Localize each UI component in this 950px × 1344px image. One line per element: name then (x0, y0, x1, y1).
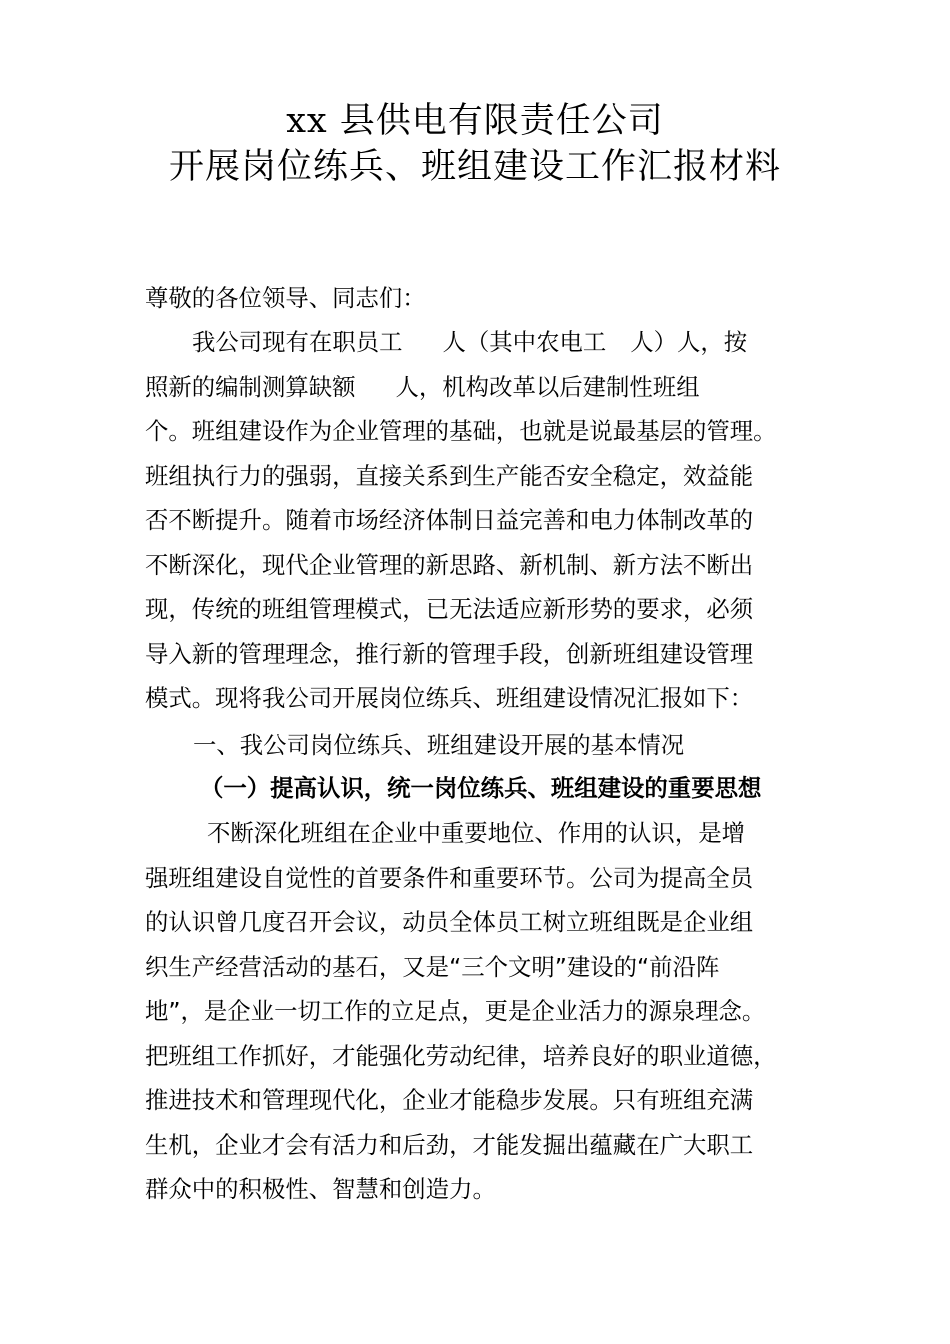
paragraph-line: 群众中的积极性、智慧和创造力。 (145, 1175, 496, 1203)
paragraph-line: 生机，企业才会有活力和后劲，才能发掘出蕴藏在广大职工 (145, 1130, 754, 1159)
paragraph-line: 导入新的管理理念，推行新的管理手段，创新班组建设管理 (145, 639, 754, 668)
paragraph-line: 班组执行力的强弱，直接关系到生产能否安全稳定，效益能 (145, 461, 754, 490)
section-heading-1: 一、我公司岗位练兵、班组建设开展的基本情况 (193, 731, 685, 759)
paragraph-line: 推进技术和管理现代化，企业才能稳步发展。只有班组充满 (145, 1086, 754, 1114)
paragraph-line: 模式。现将我公司开展岗位练兵、班组建设情况汇报如下： (145, 684, 754, 712)
paragraph-intro (145, 320, 813, 721)
subsection-heading-1: （一）提高认识，统一岗位练兵、班组建设的重要思想 (200, 774, 762, 802)
text-segment: 照新的编制测算缺额 (145, 372, 356, 401)
paragraph-line: 不断深化班组在企业中重要地位、作用的认识，是增 (207, 819, 745, 847)
paragraph-line: 把班组工作抓好，才能强化劳动纪律，培养良好的职业道德， (145, 1041, 777, 1070)
paragraph-line: 个。班组建设作为企业管理的基础，也就是说最基层的管理。 (145, 417, 777, 445)
text-segment: 人，机构改革以后建制性班组 (395, 372, 700, 401)
document-title-line1: xx 县供电有限责任公司 (286, 101, 664, 141)
paragraph-line: 强班组建设自觉性的首要条件和重要环节。公司为提高全员 (145, 863, 754, 892)
paragraph-recognition (145, 811, 813, 1212)
document-title-line2: 开展岗位练兵、班组建设工作汇报材料 (168, 147, 781, 187)
paragraph-line (145, 365, 813, 410)
paragraph-line: 地”，是企业一切工作的立足点，更是企业活力的源泉理念。 (145, 997, 766, 1025)
paragraph-line (145, 320, 813, 365)
text-segment: 人（其中农电工 (442, 328, 607, 356)
salutation: 尊敬的各位领导、同志们： (145, 284, 426, 312)
text-segment: 人）人，按 (630, 328, 748, 356)
paragraph-line: 现，传统的班组管理模式，已无法适应新形势的要求，必须 (145, 595, 754, 623)
paragraph-line: 的认识曾几度召开会议，动员全体员工树立班组既是企业组 (145, 908, 754, 936)
paragraph-line: 织生产经营活动的基石，又是“三个文明”建设的“前沿阵 (145, 952, 720, 981)
paragraph-line: 不断深化，现代企业管理的新思路、新机制、新方法不断出 (145, 550, 754, 579)
paragraph-line: 否不断提升。随着市场经济体制日益完善和电力体制改革的 (145, 506, 754, 534)
text-segment: 我公司现有在职员工 (192, 328, 403, 356)
